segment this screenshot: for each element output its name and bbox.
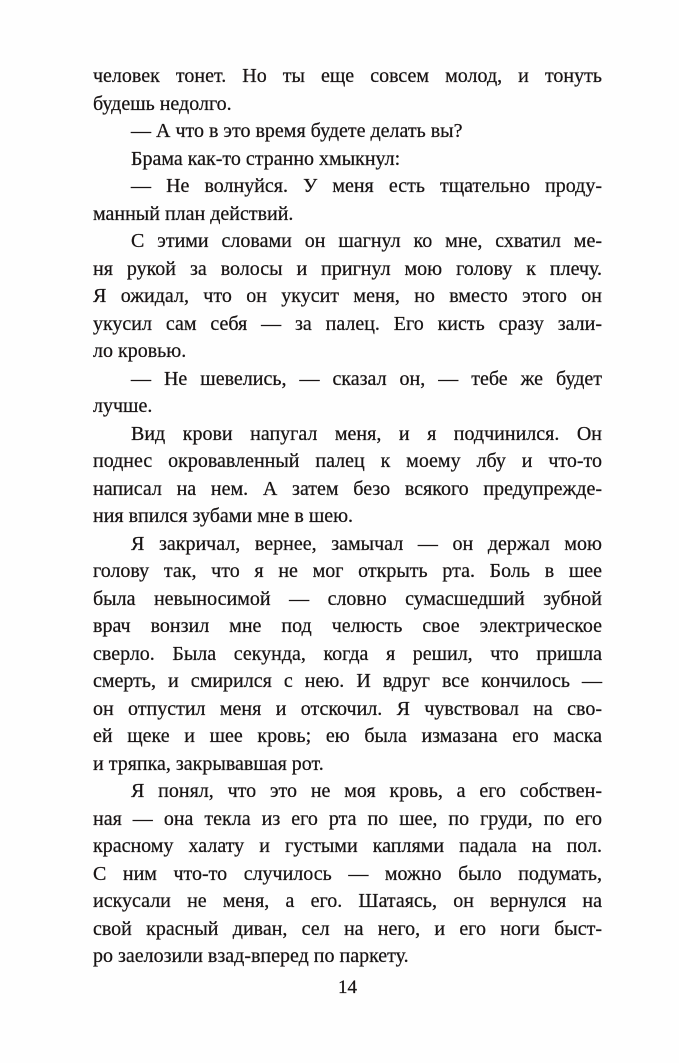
text-line: и тряпка, закрывавшая рот.	[93, 752, 324, 775]
paragraph	[93, 531, 602, 779]
text-line: Я закричал, вернее, замычал — он держал мою	[131, 532, 602, 555]
page-text	[93, 63, 602, 971]
paragraph	[93, 118, 602, 146]
text-line: красному халату и густыми каплями падала на пол.	[93, 835, 602, 857]
text-line: поднес окровавленный палец к моему лбу и что-то	[93, 450, 602, 472]
text-line: — Не волнуйся. У меня есть тщательно проду-	[131, 175, 602, 197]
text-line: врач вонзил мне под челюсть свое электрическое	[93, 615, 602, 637]
text-line: — А что в это время будете делать вы?	[131, 120, 463, 142]
paragraph	[93, 778, 602, 971]
text-line: Я ожидал, что он укусит меня, но вместо этого он	[93, 285, 602, 307]
text-line: человек тонет. Но ты еще совсем молод, и тонуть	[93, 65, 602, 87]
text-line: была невыносимой — словно сумасшедший зубной	[93, 587, 602, 610]
text-line: С ним что-то случилось — можно было подумать,	[93, 862, 602, 885]
paragraph	[93, 366, 602, 421]
text-line: Брама как-то странно хмыкнул:	[131, 147, 401, 170]
paragraph	[93, 173, 602, 228]
text-line: укусил сам себя — за палец. Его кисть сразу зали-	[93, 312, 602, 335]
text-line: он отпустил меня и отскочил. Я чувствовал на сво-	[93, 697, 602, 720]
text-line: искусали не меня, а его. Шатаясь, он вернулся на	[93, 890, 602, 912]
paragraph	[93, 228, 602, 366]
text-line: Я понял, что это не моя кровь, а его собствен-	[131, 780, 602, 802]
text-line: сверло. Была секунда, когда я решил, что пришла	[93, 642, 602, 665]
text-line: ло кровью.	[93, 340, 187, 362]
text-line: свой красный диван, сел на него, и его ноги быст-	[93, 917, 602, 940]
paragraph	[93, 421, 602, 531]
text-line: Вид крови напугал меня, и я подчинился. Он	[131, 422, 602, 445]
text-line: написал на нем. А затем безо всякого предупрежде-	[93, 477, 602, 500]
text-line: ния впился зубами мне в шею.	[93, 505, 354, 527]
text-line: ро заелозили взад-вперед по паркету.	[93, 945, 409, 967]
text-line: смерть, и смирился с нею. И вдруг все кончилось —	[93, 670, 602, 692]
text-line: голову так, что я не мог открыть рта. Боль в шее	[93, 560, 602, 582]
text-line: ная — она текла из его рта по шее, по груди, по его	[93, 807, 602, 830]
text-line: — Не шевелись, — сказал он, — тебе же будет	[131, 367, 602, 390]
text-line: будешь недолго.	[93, 92, 232, 115]
paragraph	[93, 146, 602, 174]
paragraph	[93, 63, 602, 118]
text-line: манный план действий.	[93, 202, 294, 225]
text-line: лучше.	[93, 395, 153, 417]
text-line: ня рукой за волосы и пригнул мою голову к плечу.	[93, 257, 602, 280]
text-line: С этими словами он шагнул ко мне, схватил ме-	[131, 230, 602, 252]
text-line: ей щеке и шее кровь; ею была измазана его маска	[93, 725, 602, 747]
page-number: 14	[338, 977, 357, 998]
